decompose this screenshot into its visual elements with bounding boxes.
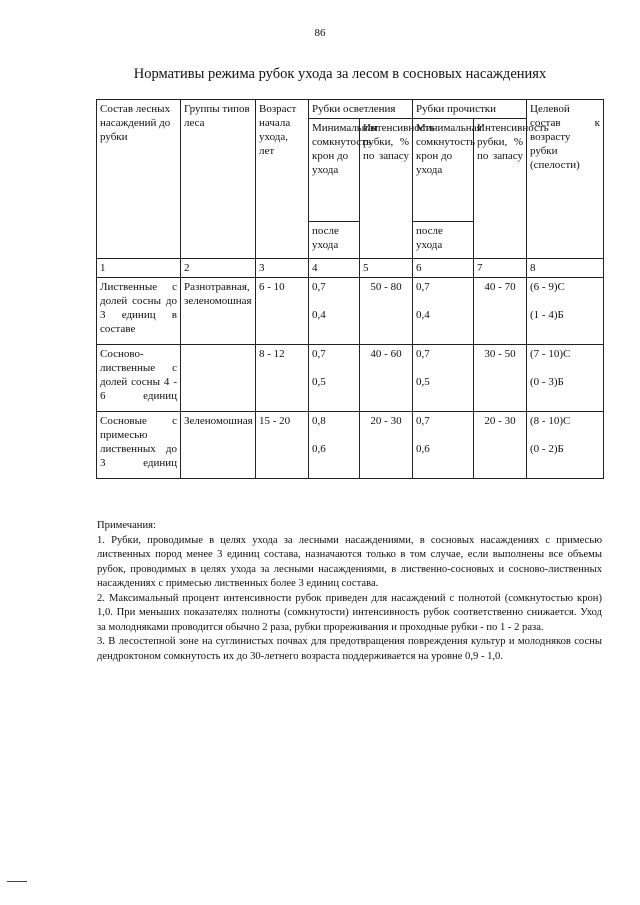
closure-after: 0,6 bbox=[416, 443, 430, 455]
closure-before: 0,7 bbox=[416, 281, 430, 293]
closure-before: 0,7 bbox=[312, 281, 326, 293]
thinning-closure-cell bbox=[413, 412, 474, 479]
header-thinning-after: после ухода bbox=[413, 222, 474, 259]
clearing-closure-cell bbox=[309, 412, 360, 479]
column-number: 6 bbox=[413, 259, 474, 278]
target-birch: (0 - 3)Б bbox=[530, 376, 564, 388]
table-row bbox=[97, 278, 604, 345]
header-row bbox=[97, 100, 604, 119]
closure-after: 0,5 bbox=[312, 376, 326, 388]
target-birch: (0 - 2)Б bbox=[530, 443, 564, 455]
header-thinning: Рубки прочистки bbox=[413, 100, 527, 119]
notes-section bbox=[97, 519, 602, 664]
target-birch: (1 - 4)Б bbox=[530, 309, 564, 321]
target-pine: (8 - 10)С bbox=[530, 415, 571, 427]
closure-before: 0,7 bbox=[312, 348, 326, 360]
header-thinning-intensity: Интенсивность рубки, % по запасу bbox=[474, 119, 527, 259]
age-cell: 6 - 10 bbox=[256, 278, 309, 345]
target-pine: (7 - 10)С bbox=[530, 348, 571, 360]
closure-after: 0,4 bbox=[416, 309, 430, 321]
header-start-age: Возраст начала ухода, лет bbox=[256, 100, 309, 259]
notes-heading: Примечания: bbox=[97, 520, 156, 531]
page-number: 86 bbox=[314, 27, 326, 39]
document-title: Нормативы режима рубок ухода за лесом в сосновых насаждениях bbox=[133, 66, 547, 82]
table-row bbox=[97, 345, 604, 412]
target-composition-cell bbox=[527, 345, 604, 412]
column-number: 4 bbox=[309, 259, 360, 278]
composition-cell: Сосновые с примесью лиственных до 3 единиц bbox=[97, 412, 181, 479]
forest-group-cell: Разнотравная, зеленомошная bbox=[181, 278, 256, 345]
column-number: 3 bbox=[256, 259, 309, 278]
clearing-closure-cell bbox=[309, 345, 360, 412]
closure-after: 0,4 bbox=[312, 309, 326, 321]
thinning-closure-cell bbox=[413, 278, 474, 345]
target-composition-cell bbox=[527, 412, 604, 479]
table-row bbox=[97, 412, 604, 479]
closure-before: 0,7 bbox=[416, 348, 430, 360]
clearing-intensity-cell: 40 - 60 bbox=[360, 345, 413, 412]
header-target: Целевой состав к возрасту рубки (спелости) bbox=[527, 100, 604, 259]
header-clearing: Рубки осветления bbox=[309, 100, 413, 119]
note-item: 3. В лесостепной зоне на суглинистых почвах для предотвращения повреждения культур и молодняков сосны дендроктоном сомкнутость их до 30-летнего возраста поддерживается на уровне 0,9 - 1,0. bbox=[97, 636, 602, 662]
thinning-intensity-cell: 30 - 50 bbox=[474, 345, 527, 412]
forest-group-cell bbox=[181, 345, 256, 412]
thinning-closure-cell bbox=[413, 345, 474, 412]
age-cell: 15 - 20 bbox=[256, 412, 309, 479]
thinning-intensity-cell: 20 - 30 bbox=[474, 412, 527, 479]
clearing-closure-cell bbox=[309, 278, 360, 345]
header-thinning-min-closure: Минимальная сомкнутость крон до ухода bbox=[413, 119, 474, 222]
composition-cell: Лиственные с долей сосны до 3 единиц в составе bbox=[97, 278, 181, 345]
target-pine: (6 - 9)С bbox=[530, 281, 565, 293]
column-number: 2 bbox=[181, 259, 256, 278]
header-clearing-intensity: Интенсивность рубки, % по запасу bbox=[360, 119, 413, 259]
clearing-intensity-cell: 20 - 30 bbox=[360, 412, 413, 479]
forest-group-cell: Зеленомошная bbox=[181, 412, 256, 479]
age-cell: 8 - 12 bbox=[256, 345, 309, 412]
closure-before: 0,8 bbox=[312, 415, 326, 427]
closure-before: 0,7 bbox=[416, 415, 430, 427]
column-number: 8 bbox=[527, 259, 604, 278]
column-number-row bbox=[97, 259, 604, 278]
header-clearing-after: после ухода bbox=[309, 222, 360, 259]
header-clearing-min-closure: Минимальная сомкнутость крон до ухода bbox=[309, 119, 360, 222]
composition-cell: Сосново-лиственные с долей сосны 4 - 6 единиц bbox=[97, 345, 181, 412]
header-composition: Состав лесных насаждений до рубки bbox=[97, 100, 181, 259]
norms-table bbox=[96, 99, 604, 479]
scan-edge-mark bbox=[7, 881, 27, 882]
note-item: 1. Рубки, проводимые в целях ухода за лесными насаждениями, в сосновых насаждениях с примесью лиственных пород менее 3 единиц состава, назначаются только в том случае, если выполнены все объемы рубок, проводимых в целях ухода за лесными насаждениями, в лиственно-сосновых и сосново-лиственных насаждениях с примесью лиственных более 3 единиц состава. bbox=[97, 534, 602, 589]
closure-after: 0,6 bbox=[312, 443, 326, 455]
clearing-intensity-cell: 50 - 80 bbox=[360, 278, 413, 345]
closure-after: 0,5 bbox=[416, 376, 430, 388]
column-number: 7 bbox=[474, 259, 527, 278]
note-item: 2. Максимальный процент интенсивности рубок приведен для насаждений с полнотой (сомкнутостью крон) 1,0. При меньших показателях полноты (сомкнутости) интенсивность рубок соответственно снижается. Уход за молодняками проводится обычно 2 раза, рубки прореживания и проходные рубки - по 1 - 2 раза. bbox=[97, 592, 602, 633]
thinning-intensity-cell: 40 - 70 bbox=[474, 278, 527, 345]
target-composition-cell bbox=[527, 278, 604, 345]
column-number: 5 bbox=[360, 259, 413, 278]
header-forest-groups: Группы типов леса bbox=[181, 100, 256, 259]
column-number: 1 bbox=[97, 259, 181, 278]
